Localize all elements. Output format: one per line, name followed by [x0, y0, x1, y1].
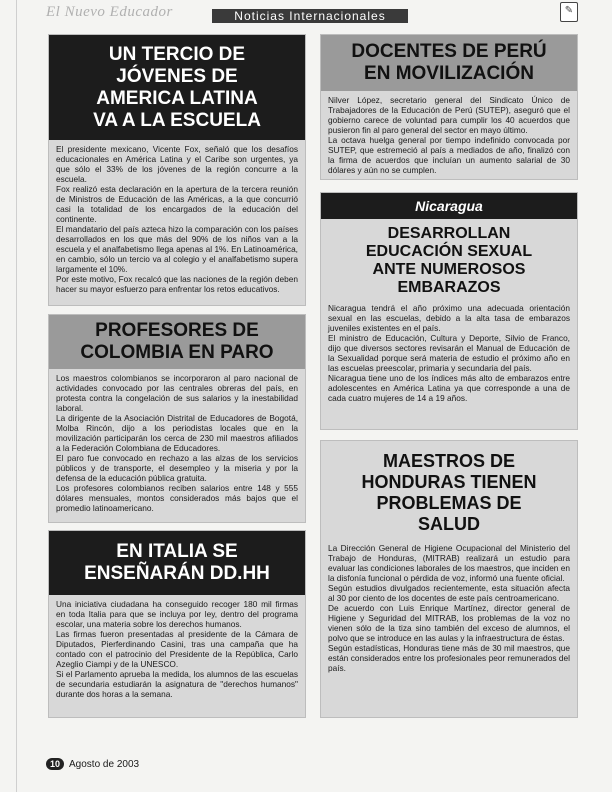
country-label: Nicaragua — [321, 193, 577, 219]
paragraph: Nilver López, secretario general del Sindicato Único de Trabajadores de la Educación de Perú (SUTEP), aseguró que el gobierno carece de voluntad para cumplir los 40 acuerdos que pusieron fin al paro general del sector en mayo último. — [328, 95, 570, 135]
article-title: MAESTROS DE HONDURAS TIENEN PROBLEMAS DE SALUD — [361, 451, 537, 534]
article-honduras — [320, 440, 578, 718]
paragraph: Según estudios divulgados recientemente, esta situación afecta al 30 por ciento de los docentes de este país centroamericano. — [328, 583, 570, 603]
paragraph: La dirigente de la Asociación Distrital de Educadores de Bogotá, Molba Rincón, dijo a los periodistas locales que en la movilización participarán los cerca de 230 mil maestros afiliados a la Federación Colombiana de Educadores. — [56, 413, 298, 453]
paragraph: Nicaragua tiene uno de los índices más alto de embarazos entre adolescentes en América Latina ya que corresponde a una de cada cuatro mujeres de 14 a 19 años. — [328, 373, 570, 403]
paragraph: De acuerdo con Luis Enrique Martínez, director general de Higiene y Seguridad del MITRAB, los problemas de la voz no vienen sólo de la tiza sino también del exceso de alumnos, el polvo que se introduce en las aulas y la infraestructura de éstas. — [328, 603, 570, 643]
article-body — [321, 539, 577, 677]
paragraph: El ministro de Educación, Cultura y Deporte, Silvio de Franco, dijo que diversos sectores revisarán el Manual de Educación de la Sexualidad porque será materia de estudio el próximo año en las escuelas preescolar, primaria y secundaria del país. — [328, 333, 570, 373]
footer — [46, 758, 139, 770]
page-fold-icon: ✎ — [560, 2, 578, 22]
article-colombia — [48, 314, 306, 523]
article-title: DOCENTES DE PERÚ EN MOVILIZACIÓN — [321, 35, 577, 91]
issue-date: Agosto de 2003 — [69, 758, 140, 770]
paragraph: La octava huelga general por tiempo indefinido convocada por SUTEP, que estremeció al país a mediados de año, finalizó con la firma de acuerdos que incluían un aumento salarial de 30 dólares y aún no se cumplen. — [328, 135, 570, 175]
paragraph: Las firmas fueron presentadas al presidente de la Cámara de Diputados, Pierferdinando Casini, tras una campaña que ha contado con el patrocinio del Presidente de la República, Carlo Azeglio Ciampi y de la UNESCO. — [56, 629, 298, 669]
article-nicaragua — [320, 192, 578, 430]
article-title: UN TERCIO DE JÓVENES DE AMERICA LATINA VA A LA ESCUELA — [49, 35, 305, 140]
article-body — [49, 140, 305, 298]
paragraph: El presidente mexicano, Vicente Fox, señaló que los desafíos educacionales en América Latina y el Caribe son urgentes, ya que sólo el 33% de los jóvenes de la región concurre a la escuela. — [56, 144, 298, 184]
paragraph: Según estadísticas, Honduras tiene más de 30 mil maestros, que están considerados entre los profesionales peor remunerados del país. — [328, 643, 570, 673]
paragraph: Nicaragua tendrá el año próximo una adecuada orientación sexual en las escuelas, debido a la alta tasa de embarazos juveniles existentes en el país. — [328, 303, 570, 333]
paragraph: Si el Parlamento aprueba la medida, los alumnos de las escuelas de secundaria estudiarán la asignatura de "derechos humanos" durante dos horas a la semana. — [56, 669, 298, 699]
article-body — [49, 595, 305, 703]
paragraph: Los profesores colombianos reciben salarios entre 148 y 555 dólares mensuales, montos considerados más bajos que el promedio latinoamericano. — [56, 483, 298, 513]
article-title: EN ITALIA SE ENSEÑARÁN DD.HH — [49, 531, 305, 595]
page-number: 10 — [46, 758, 64, 770]
article-body — [49, 369, 305, 517]
paragraph: El mandatario del país azteca hizo la comparación con los países desarrollados en los que más del 90% de los niños van a la escuela y el analfabetismo llega apenas al 1%. En Latinoamérica, en cambio, sólo un tercio va al colegio y el analfabetismo supera largamente el 10%. — [56, 224, 298, 274]
paragraph: Los maestros colombianos se incorporaron al paro nacional de actividades convocado por las centrales obreras del país, en protesta contra la congelación de sus salarios y la inestabilidad laboral. — [56, 373, 298, 413]
paragraph: Fox realizó esta declaración en la apertura de la tercera reunión de Ministros de Educación de las Américas, a la que concurrió casi la totalidad de los encargados de la educación del continente. — [56, 184, 298, 224]
article-body — [321, 91, 577, 179]
article-title: PROFESORES DE COLOMBIA EN PARO — [49, 315, 305, 369]
article-peru — [320, 34, 578, 180]
article-america-latina — [48, 34, 306, 306]
paragraph: El paro fue convocado en rechazo a las alzas de los servicios públicos y de transporte, el desempleo y la miseria y por la defensa de la educación pública gratuita. — [56, 453, 298, 483]
masthead: El Nuevo Educador — [46, 4, 173, 20]
paragraph: Una iniciativa ciudadana ha conseguido recoger 180 mil firmas en toda Italia para que se incluya por ley, dentro del programa escolar, una materia sobre los derechos humanos. — [56, 599, 298, 629]
paragraph: La Dirección General de Higiene Ocupacional del Ministerio del Trabajo de Honduras, (MITRAB) realizará un estudio para evaluar las condiciones laborales de los maestros, que inciden en la disfonía funcional o pérdida de voz, informó una fuente oficial. — [328, 543, 570, 583]
paragraph: Por este motivo, Fox recalcó que las naciones de la región deben hacer su mayor esfuerzo para enfrentar los retos educativos. — [56, 274, 298, 294]
page-edge — [16, 0, 17, 792]
section-title: Noticias Internacionales — [212, 9, 408, 23]
article-title: DESARROLLAN EDUCACIÓN SEXUAL ANTE NUMEROSOS EMBARAZOS — [365, 225, 533, 296]
article-italia — [48, 530, 306, 718]
article-body — [321, 299, 577, 407]
